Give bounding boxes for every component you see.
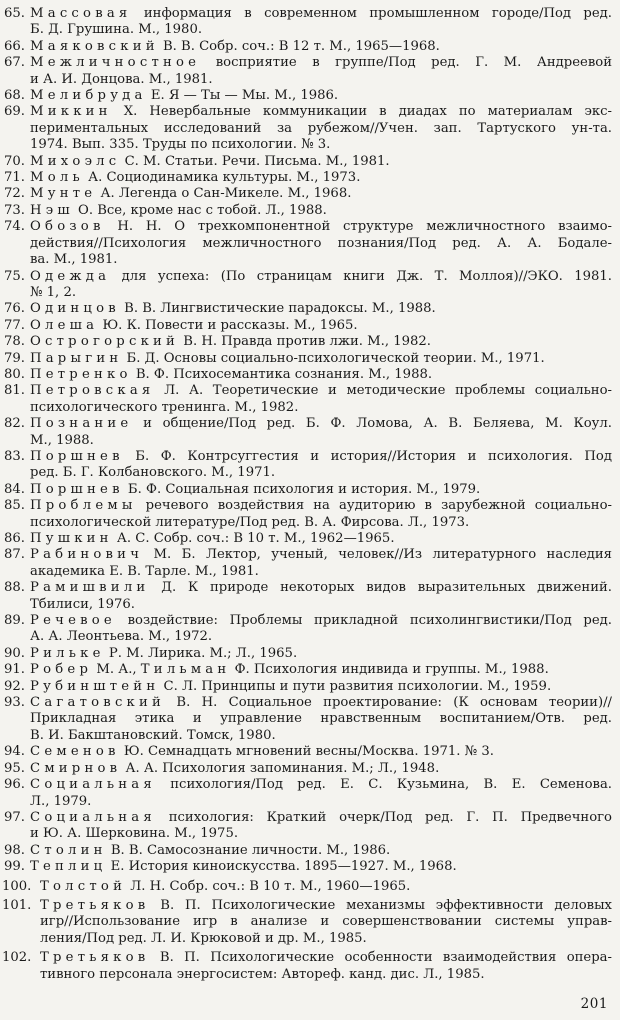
entry-line: [30, 137, 612, 153]
entry-number: 66.: [4, 38, 25, 54]
bib-entry: [2, 843, 612, 859]
entry-line: [30, 859, 612, 875]
entry-number: 91.: [4, 662, 25, 678]
entry-number: 94.: [4, 744, 25, 760]
entry-number: 69.: [4, 104, 25, 120]
entry-number: 102.: [2, 950, 32, 966]
bib-entry: [2, 547, 612, 580]
bib-entry: [2, 269, 612, 302]
entry-line: [30, 662, 612, 678]
page-number: 201: [580, 996, 608, 1012]
entry-number: 83.: [4, 448, 25, 464]
author-name: Толстой: [40, 878, 127, 894]
entry-line: [30, 679, 612, 695]
author-name: Столин: [30, 842, 107, 858]
entry-text: [30, 449, 612, 482]
bib-entry: [2, 646, 612, 662]
entry-line: [40, 931, 612, 947]
entry-number: 85.: [4, 498, 25, 514]
entry-text: [30, 761, 612, 777]
author-name: Миккин: [30, 104, 112, 120]
author-name: Парыгин: [30, 350, 123, 366]
entry-number: 90.: [4, 645, 25, 661]
entry-text: [30, 744, 612, 760]
entry-number: 97.: [4, 809, 25, 825]
entry-line: [30, 613, 612, 629]
bib-entry: [2, 88, 612, 104]
entry-text: [30, 88, 612, 104]
text-segment: периментальных исследований за рубежом//Учен. зап. Тартуского ун-та.: [30, 120, 612, 136]
entry-number: 84.: [4, 481, 25, 497]
bib-entry: [2, 482, 612, 498]
entry-line: [30, 465, 612, 481]
entry-line: [30, 55, 612, 71]
text-segment: для успеха: (По страницам книги Дж. Т. Моллоя)//ЭКО. 1981.: [110, 268, 612, 284]
text-segment: Д. К природе некоторых видов выразительных движений.: [149, 580, 612, 596]
entry-line: [30, 449, 612, 465]
text-segment: А. С. Собр. соч.: В 10 т. М., 1962—1965.: [112, 531, 395, 546]
entry-line: [30, 236, 612, 252]
text-segment: академика Е. В. Тарле. М., 1981.: [30, 563, 259, 579]
entry-line: [30, 334, 612, 350]
entry-line: [30, 728, 612, 744]
bib-entry: [2, 6, 612, 39]
text-segment: Б. Ф. Социальная психология и история. М., 1979.: [123, 481, 481, 497]
text-segment: Л., 1979.: [30, 793, 92, 809]
text-segment: Х. Невербальные коммуникации в диадах по материалам экс-: [111, 104, 612, 120]
bib-entry: [2, 613, 612, 646]
entry-number: 92.: [4, 678, 25, 694]
entry-line: [30, 104, 612, 120]
entry-line: [30, 744, 612, 760]
text-segment: информация в современном промышленном городе/Под ред.: [131, 6, 612, 21]
text-segment: Б. Ф. Контрсуггестия и история//История и психология. Под: [123, 448, 612, 464]
entry-number: 71.: [4, 170, 25, 186]
text-segment: В. Н. Правда против лжи. М., 1982.: [179, 334, 432, 350]
entry-line: [40, 950, 612, 966]
text-segment: тивного персонала энергосистем: Автореф. канд. дис. Л., 1985.: [40, 966, 485, 982]
author-name: Моль: [30, 170, 84, 186]
bib-entry: [2, 203, 612, 219]
entry-text: [30, 6, 612, 39]
text-segment: Л. Н. Собр. соч.: В 10 т. М., 1960—1965.: [126, 878, 411, 894]
entry-line: [40, 879, 612, 895]
author-name: Поршнев: [30, 481, 124, 497]
bibliography-list: [2, 6, 612, 983]
entry-line: [30, 531, 612, 547]
entry-line: [30, 318, 612, 334]
text-segment: ления/Под ред. Л. И. Крюковой и др. М., 1985.: [40, 930, 367, 946]
text-segment: Р. М. Лирика. М.; Л., 1965.: [104, 645, 298, 661]
entry-number: 76.: [4, 301, 25, 317]
entry-number: 101.: [2, 897, 32, 913]
entry-text: [40, 898, 612, 947]
author-name: Социальная: [30, 777, 156, 793]
bib-entry: [2, 777, 612, 810]
entry-number: 67.: [4, 55, 25, 71]
author-name: Михоэлс: [30, 153, 121, 169]
entry-line: [30, 416, 612, 432]
entry-number: 88.: [4, 580, 25, 596]
author-name: Мелибруда: [30, 88, 147, 104]
entry-number: 81.: [4, 383, 25, 399]
entry-line: [40, 914, 612, 930]
author-name: Речевое: [30, 613, 116, 629]
entry-line: [30, 252, 612, 268]
text-segment: ред. Б. Г. Колбановского. М., 1971.: [30, 465, 276, 481]
entry-text: [30, 859, 612, 875]
entry-text: [30, 646, 612, 662]
entry-number: 99.: [4, 859, 25, 875]
bib-entry: [2, 219, 612, 268]
entry-text: [30, 383, 612, 416]
author-name: Петренко: [30, 366, 132, 382]
entry-number: 87.: [4, 547, 25, 563]
entry-line: [30, 121, 612, 137]
text-segment: М. А.,: [92, 662, 141, 678]
bib-entry: [2, 318, 612, 334]
text-segment: Л. А. Теоретические и методические проблемы социально-: [154, 383, 612, 399]
text-segment: Ф. Психология индивида и группы. М., 1988.: [230, 662, 549, 678]
text-segment: Б. Д. Основы социально-психологической теории. М., 1971.: [122, 350, 545, 366]
author-name: Межличностное: [30, 55, 201, 71]
text-segment: Ю. Семнадцать мгновений весны/Москва. 1971. № 3.: [119, 744, 494, 760]
entry-text: [40, 950, 612, 983]
text-segment: А. А. Леонтьева. М., 1972.: [30, 629, 213, 645]
entry-text: [30, 154, 612, 170]
entry-text: [30, 531, 612, 547]
entry-number: 86.: [4, 531, 25, 546]
entry-number: 68.: [4, 88, 25, 104]
author-name: Массовая: [30, 6, 132, 21]
text-segment: Н. Н. О трехкомпонентной структуре межличностного взаимо-: [104, 219, 612, 235]
entry-line: [30, 203, 612, 219]
text-segment: психология/Под ред. Е. С. Кузьмина, В. Е. Семенова.: [155, 777, 612, 793]
entry-line: [30, 433, 612, 449]
entry-number: 65.: [4, 6, 25, 21]
entry-text: [30, 843, 612, 859]
entry-text: [30, 662, 612, 678]
entry-text: [30, 498, 612, 531]
entry-line: [30, 219, 612, 235]
entry-text: [30, 269, 612, 302]
entry-line: [30, 777, 612, 793]
text-segment: В. В. Лингвистические парадоксы. М., 1988.: [119, 301, 436, 317]
entry-line: [30, 515, 612, 531]
bib-entry: [2, 580, 612, 613]
entry-line: [30, 498, 612, 514]
entry-text: [30, 580, 612, 613]
entry-line: [30, 843, 612, 859]
entry-line: [30, 794, 612, 810]
bib-entry: [2, 301, 612, 317]
text-segment: воздействие: Проблемы прикладной психолингвистики/Под ред.: [115, 613, 612, 629]
entry-line: [30, 367, 612, 383]
author-name: Маяковский: [30, 38, 159, 54]
text-segment: М., 1988.: [30, 432, 94, 448]
bib-entry: [2, 186, 612, 202]
bib-entry: [2, 761, 612, 777]
text-segment: и А. И. Донцова. М., 1981.: [30, 71, 213, 87]
entry-line: [30, 72, 612, 88]
author-name: Теплиц: [30, 859, 107, 875]
author-name: Смирнов: [30, 760, 122, 776]
author-name: Познание: [30, 416, 133, 432]
text-segment: В. П. Психологические механизмы эффективности деловых: [149, 897, 612, 913]
text-segment: действия//Психология межличностного познания/Под ред. А. А. Бодале-: [30, 235, 612, 251]
entry-line: [30, 269, 612, 285]
entry-number: 75.: [4, 268, 25, 284]
bib-entry: [2, 449, 612, 482]
bib-entry: [2, 744, 612, 760]
author-name: Нэш: [30, 202, 74, 218]
entry-text: [30, 416, 612, 449]
author-name: Сагатовский: [30, 695, 166, 711]
entry-line: [30, 711, 612, 727]
text-segment: В. П. Психологические особенности взаимодействия опера-: [149, 950, 612, 966]
text-segment: О. Все, кроме нас с тобой. Л., 1988.: [73, 202, 327, 218]
text-segment: психология: Краткий очерк/Под ред. Г. П. Предвечного: [155, 809, 612, 825]
text-segment: В. Н. Социальное проектирование: (К основам теории)//: [165, 695, 612, 711]
bib-entry: [2, 154, 612, 170]
entry-text: [30, 547, 612, 580]
entry-text: [30, 55, 612, 88]
bib-entry: [2, 810, 612, 843]
text-segment: М. Б. Лектор, ученый, человек//Из литературного наследия: [143, 547, 612, 563]
entry-text: [30, 351, 612, 367]
entry-number: 100.: [2, 878, 32, 894]
bib-entry: [2, 104, 612, 153]
entry-line: [30, 351, 612, 367]
entry-line: [30, 383, 612, 399]
bib-entry: [2, 498, 612, 531]
entry-text: [30, 367, 612, 383]
text-segment: А. Социодинамика культуры. М., 1973.: [83, 170, 361, 186]
author-name: Третьяков: [40, 950, 150, 966]
entry-text: [30, 301, 612, 317]
entry-line: [30, 285, 612, 301]
entry-line: [30, 88, 612, 104]
author-name: Рильке: [30, 645, 105, 661]
bib-entry: [2, 55, 612, 88]
author-name: Семенов: [30, 744, 120, 760]
entry-number: 96.: [4, 777, 25, 793]
entry-text: [30, 482, 612, 498]
text-segment: В. В. Собр. соч.: В 12 т. М., 1965—1968.: [158, 38, 440, 54]
text-segment: игр//Использование игр в анализе и совершенствовании системы управ-: [40, 914, 612, 930]
text-segment: Е. Я — Ты — Мы. М., 1986.: [146, 88, 339, 104]
entry-line: [30, 761, 612, 777]
bib-entry: [2, 416, 612, 449]
bib-entry: [2, 879, 612, 895]
text-segment: восприятие в группе/Под ред. Г. М. Андреевой: [200, 55, 612, 71]
entry-line: [30, 482, 612, 498]
entry-line: [30, 580, 612, 596]
entry-line: [40, 898, 612, 914]
entry-number: 82.: [4, 416, 25, 432]
text-segment: А. Легенда о Сан-Микеле. М., 1968.: [96, 186, 352, 202]
entry-line: [40, 967, 612, 983]
text-segment: 1974. Вып. 335. Труды по психологии. № 3.: [30, 137, 331, 153]
entry-line: [30, 695, 612, 711]
entry-text: [30, 170, 612, 186]
entry-line: [30, 646, 612, 662]
text-segment: ва. М., 1981.: [30, 252, 118, 268]
entry-number: 79.: [4, 350, 25, 366]
entry-line: [30, 154, 612, 170]
author-name: Поршнев: [30, 448, 124, 464]
entry-number: 73.: [4, 202, 25, 218]
entry-number: 98.: [4, 842, 25, 858]
bib-entry: [2, 859, 612, 875]
entry-line: [30, 547, 612, 563]
author-name: Рубинштейн: [30, 678, 160, 694]
entry-line: [30, 597, 612, 613]
bib-entry: [2, 662, 612, 678]
entry-line: [30, 170, 612, 186]
entry-number: 72.: [4, 186, 25, 202]
author-name: Петровская: [30, 383, 155, 399]
entry-line: [30, 826, 612, 842]
author-name: Рабинович: [30, 547, 144, 563]
entry-text: [30, 186, 612, 202]
text-segment: и Ю. А. Шерковина. М., 1975.: [30, 826, 239, 842]
text-segment: Б. Д. Грушина. М., 1980.: [30, 22, 203, 38]
bib-entry: [2, 334, 612, 350]
text-segment: В. И. Бакштановский. Томск, 1980.: [30, 727, 276, 743]
bib-entry: [2, 695, 612, 744]
bib-entry: [2, 383, 612, 416]
bib-entry: [2, 679, 612, 695]
entry-text: [30, 318, 612, 334]
entry-text: [30, 679, 612, 695]
entry-number: 80.: [4, 366, 25, 382]
entry-text: [30, 334, 612, 350]
text-segment: Тбилиси, 1976.: [30, 596, 136, 612]
entry-text: [30, 104, 612, 153]
author-name: Третьяков: [40, 897, 150, 913]
text-segment: С. Л. Принципы и пути развития психологии. М., 1959.: [159, 678, 552, 694]
text-segment: психологического тренинга. М., 1982.: [30, 399, 299, 415]
entry-number: 95.: [4, 760, 25, 776]
entry-line: [30, 629, 612, 645]
author-name: Одежда: [30, 268, 111, 284]
text-segment: речевого воздействия на аудиторию в зарубежной социально-: [136, 498, 612, 514]
entry-number: 78.: [4, 334, 25, 350]
author-name: Пушкин: [30, 531, 113, 546]
entry-number: 77.: [4, 317, 25, 333]
author-name: Острогорский: [30, 334, 180, 350]
entry-line: [30, 22, 612, 38]
entry-text: [30, 810, 612, 843]
text-segment: В. Ф. Психосемантика сознания. М., 1988.: [131, 366, 433, 382]
entry-text: [30, 613, 612, 646]
text-segment: С. М. Статьи. Речи. Письма. М., 1981.: [120, 153, 390, 169]
author-name: Мунте: [30, 186, 97, 202]
entry-line: [30, 564, 612, 580]
entry-line: [30, 810, 612, 826]
author-name: Робер: [30, 662, 93, 678]
entry-line: [30, 400, 612, 416]
author-name: Социальная: [30, 809, 156, 825]
entry-line: [30, 39, 612, 55]
entry-line: [30, 6, 612, 22]
text-segment: и общение/Под ред. Б. Ф. Ломова, А. В. Беляева, М. Коул.: [132, 416, 612, 432]
author-name: Тильман: [140, 662, 231, 678]
entry-line: [30, 301, 612, 317]
entry-text: [30, 203, 612, 219]
entry-number: 93.: [4, 695, 25, 711]
bib-entry: [2, 170, 612, 186]
text-segment: А. А. Психология запоминания. М.; Л., 1948.: [121, 760, 440, 776]
bib-entry: [2, 351, 612, 367]
entry-number: 74.: [4, 219, 25, 235]
entry-text: [30, 219, 612, 268]
entry-number: 89.: [4, 613, 25, 629]
text-segment: Прикладная этика и управление нравственным воспитанием/Отв. ред.: [30, 711, 612, 727]
author-name: Рамишвили: [30, 580, 150, 596]
entry-text: [40, 879, 612, 895]
author-name: Одинцов: [30, 301, 120, 317]
text-segment: психологической литературе/Под ред. В. А. Фирсова. Л., 1973.: [30, 514, 470, 530]
bib-entry: [2, 39, 612, 55]
text-segment: № 1, 2.: [30, 284, 77, 300]
bib-entry: [2, 531, 612, 547]
bib-entry: [2, 367, 612, 383]
bib-entry: [2, 898, 612, 947]
author-name: Олеша: [30, 317, 99, 333]
author-name: Проблемы: [30, 498, 137, 514]
entry-line: [30, 186, 612, 202]
author-name: Обозов: [30, 219, 105, 235]
text-segment: В. В. Самосознание личности. М., 1986.: [106, 842, 391, 858]
text-segment: Е. История киноискусства. 1895—1927. М., 1968.: [106, 859, 457, 875]
entry-number: 70.: [4, 153, 25, 169]
text-segment: Ю. К. Повести и рассказы. М., 1965.: [98, 317, 358, 333]
bib-entry: [2, 950, 612, 983]
entry-text: [30, 777, 612, 810]
entry-text: [30, 695, 612, 744]
entry-text: [30, 39, 612, 55]
